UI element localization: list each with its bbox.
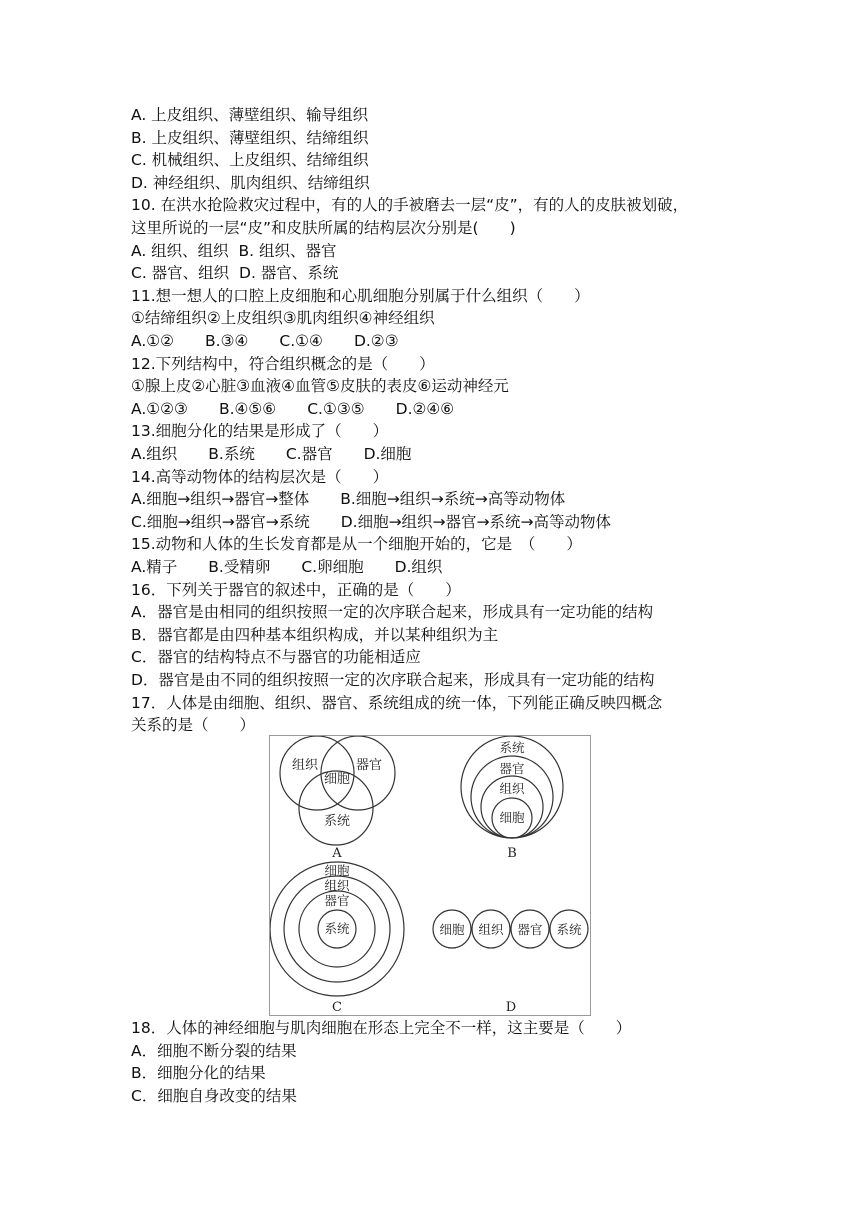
text-line: C．器官的结构特点不与器官的功能相适应	[131, 648, 421, 667]
d-organ-label: 器官	[517, 922, 543, 937]
panel-d-label: D	[505, 1000, 517, 1015]
a-cell-label: 细胞	[323, 772, 351, 787]
text-line: C. 机械组织、上皮组织、结缔组织	[131, 151, 369, 170]
text-line: B. 上皮组织、薄壁组织、结缔组织	[131, 128, 369, 147]
text-line: C．细胞自身改变的结果	[131, 1086, 297, 1105]
text-line: B．细胞分化的结果	[131, 1064, 266, 1083]
text-line: 这里所说的一层“皮”和皮肤所属的结构层次分别是( )	[131, 219, 516, 237]
b-system-label: 系统	[499, 740, 525, 755]
text-line: A．细胞不断分裂的结果	[131, 1041, 297, 1060]
text-line: B．器官都是由四种基本组织构成，并以某种组织为主	[131, 625, 499, 644]
text-line: D．器官是由不同的组织按照一定的次序联合起来，形成具有一定功能的结构	[131, 671, 655, 689]
d-tissue-label: 组织	[478, 922, 504, 937]
panel-a-label: A	[332, 846, 342, 861]
text-line: D. 神经组织、肌肉组织、结缔组织	[131, 173, 370, 192]
text-line: A.组织 B.系统 C.器官 D.细胞	[131, 445, 412, 463]
panel-b-label: B	[507, 846, 517, 861]
b-cell-label: 细胞	[499, 810, 525, 825]
text-line: 关系的是（ ）	[131, 716, 256, 735]
text-line: 15.动物和人体的生长发育都是从一个细胞开始的，它是 （ ）	[131, 535, 582, 554]
text-line: 10. 在洪水抢险救灾过程中，有的人的手被磨去一层“皮”，有的人的皮肤被划破，	[131, 196, 689, 215]
a-organ-label: 器官	[355, 758, 383, 773]
text-line: ①腺上皮②心脏③血液④血管⑤皮肤的表皮⑥运动神经元	[131, 377, 509, 396]
b-tissue-label: 组织	[499, 781, 525, 796]
c-organ-label: 器官	[324, 893, 350, 908]
a-system-label: 系统	[323, 814, 351, 829]
text-line: A.①② B.③④ C.①④ D.②③	[131, 332, 399, 350]
a-tissue-label: 组织	[291, 758, 319, 773]
concept-relationship-figure	[269, 735, 591, 1016]
b-organ-label: 器官	[499, 761, 525, 776]
text-line: A.精子 B.受精卵 C.卵细胞 D.组织	[131, 558, 443, 576]
text-line: 14.高等动物体的结构层次是（ ）	[131, 467, 389, 486]
text-line: A．器官是由相同的组织按照一定的次序联合起来，形成具有一定功能的结构	[131, 603, 654, 622]
d-system-label: 系统	[556, 922, 582, 937]
panel-c-label: C	[332, 1000, 342, 1015]
text-line: A. 上皮组织、薄壁组织、输导组织	[131, 106, 369, 124]
text-line: ①结缔组织②上皮组织③肌肉组织④神经组织	[131, 309, 435, 328]
c-tissue-label: 组织	[324, 878, 350, 893]
text-line: C.细胞→组织→器官→系统 D.细胞→组织→器官→系统→高等动物体	[131, 512, 612, 531]
d-cell-label: 细胞	[439, 922, 465, 937]
text-line: 16．下列关于器官的叙述中，正确的是（ ）	[131, 580, 461, 599]
text-line: 11.想一想人的口腔上皮细胞和心肌细胞分别属于什么组织（ ）	[131, 286, 590, 305]
c-cell-label: 细胞	[324, 863, 350, 878]
figure-svg	[270, 736, 590, 1015]
text-line: A. 组织、组织 B. 组织、器官	[131, 241, 337, 260]
text-line: 18．人体的神经细胞与肌肉细胞在形态上完全不一样，这主要是（ ）	[131, 1019, 632, 1037]
text-line: C. 器官、组织 D. 器官、系统	[131, 264, 339, 283]
text-line: A.①②③ B.④⑤⑥ C.①③⑤ D.②④⑥	[131, 399, 455, 418]
text-line: A.细胞→组织→器官→整体 B.细胞→组织→系统→高等动物体	[131, 490, 566, 509]
text-line: 13.细胞分化的结果是形成了（ ）	[131, 422, 389, 441]
text-line: 17．人体是由细胞、组织、器官、系统组成的统一体，下列能正确反映四概念	[131, 693, 663, 712]
c-system-label: 系统	[324, 921, 350, 936]
text-line: 12.下列结构中，符合组织概念的是（ ）	[131, 354, 435, 373]
